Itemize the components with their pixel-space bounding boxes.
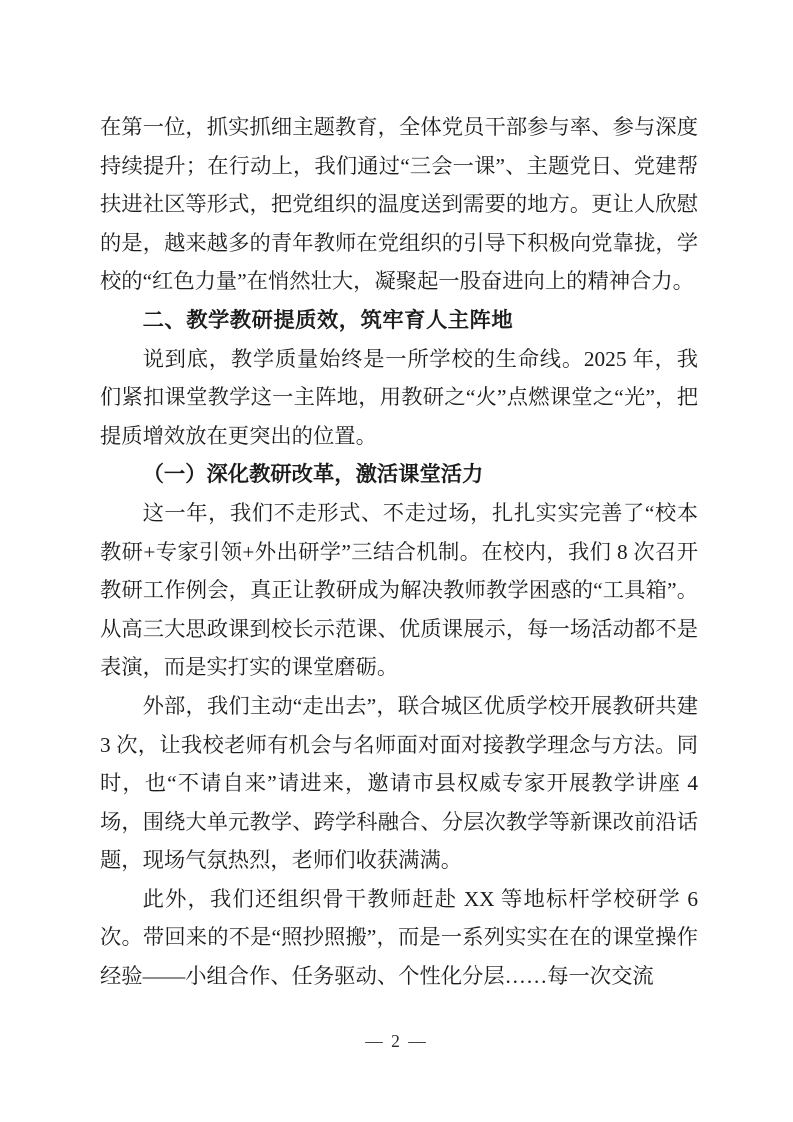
paragraph: 说到底，教学质量始终是一所学校的生命线。2025 年，我们紧扣课堂教学这一主阵地，用教研之“火”点燃课堂之“光”，把提质增效放在更突出的位置。 bbox=[100, 346, 698, 448]
paragraph: 此外，我们还组织骨干教师赶赴 XX 等地标杆学校研学 6 次。带回来的不是“照抄照搬”，而是一系列实实在在的课堂操作经验——小组合作、任务驱动、个性化分层……每一次交流 bbox=[100, 886, 698, 989]
paragraph: 这一年，我们不走形式、不走过场，扎扎实实完善了“校本教研+专家引领+外出研学”三结合机制。在校内，我们 8 次召开教研工作例会，真正让教研成为解决教师教学困惑的“工具箱”。从高三大思政课到校长示范课、优质课展示，每一场活动都不是表演，而是实打实的课堂磨砺。 bbox=[100, 500, 698, 680]
paragraph-continuation: 在第一位，抓实抓细主题教育，全体党员干部参与率、参与深度持续提升；在行动上，我们通过“三会一课”、主题党日、党建帮扶进社区等形式，把党组织的温度送到需要的地方。更让人欣慰的是，越来越多的青年教师在党组织的引导下积极向党靠拢，学校的“红色力量”在悄然壮大，凝聚起一股奋进向上的精神合力。 bbox=[100, 115, 698, 294]
subsection-heading: （一）深化教研改革，激活课堂活力 bbox=[142, 462, 484, 487]
paragraph: 外部，我们主动“走出去”，联合城区优质学校开展教研共建 3 次，让我校老师有机会与名师面对面对接教学理念与方法。同时，也“不请自来”请进来，邀请市县权威专家开展教学讲座 4 场，围绕大单元教学、跨学科融合、分层次教学等新课改前沿话题，现场气氛热烈，老师们收获满满。 bbox=[100, 693, 698, 873]
section-heading: 二、教学教研提质效，筑牢育人主阵地 bbox=[142, 307, 514, 332]
document-body bbox=[100, 108, 698, 996]
page-number: — 2 — bbox=[365, 1031, 428, 1051]
